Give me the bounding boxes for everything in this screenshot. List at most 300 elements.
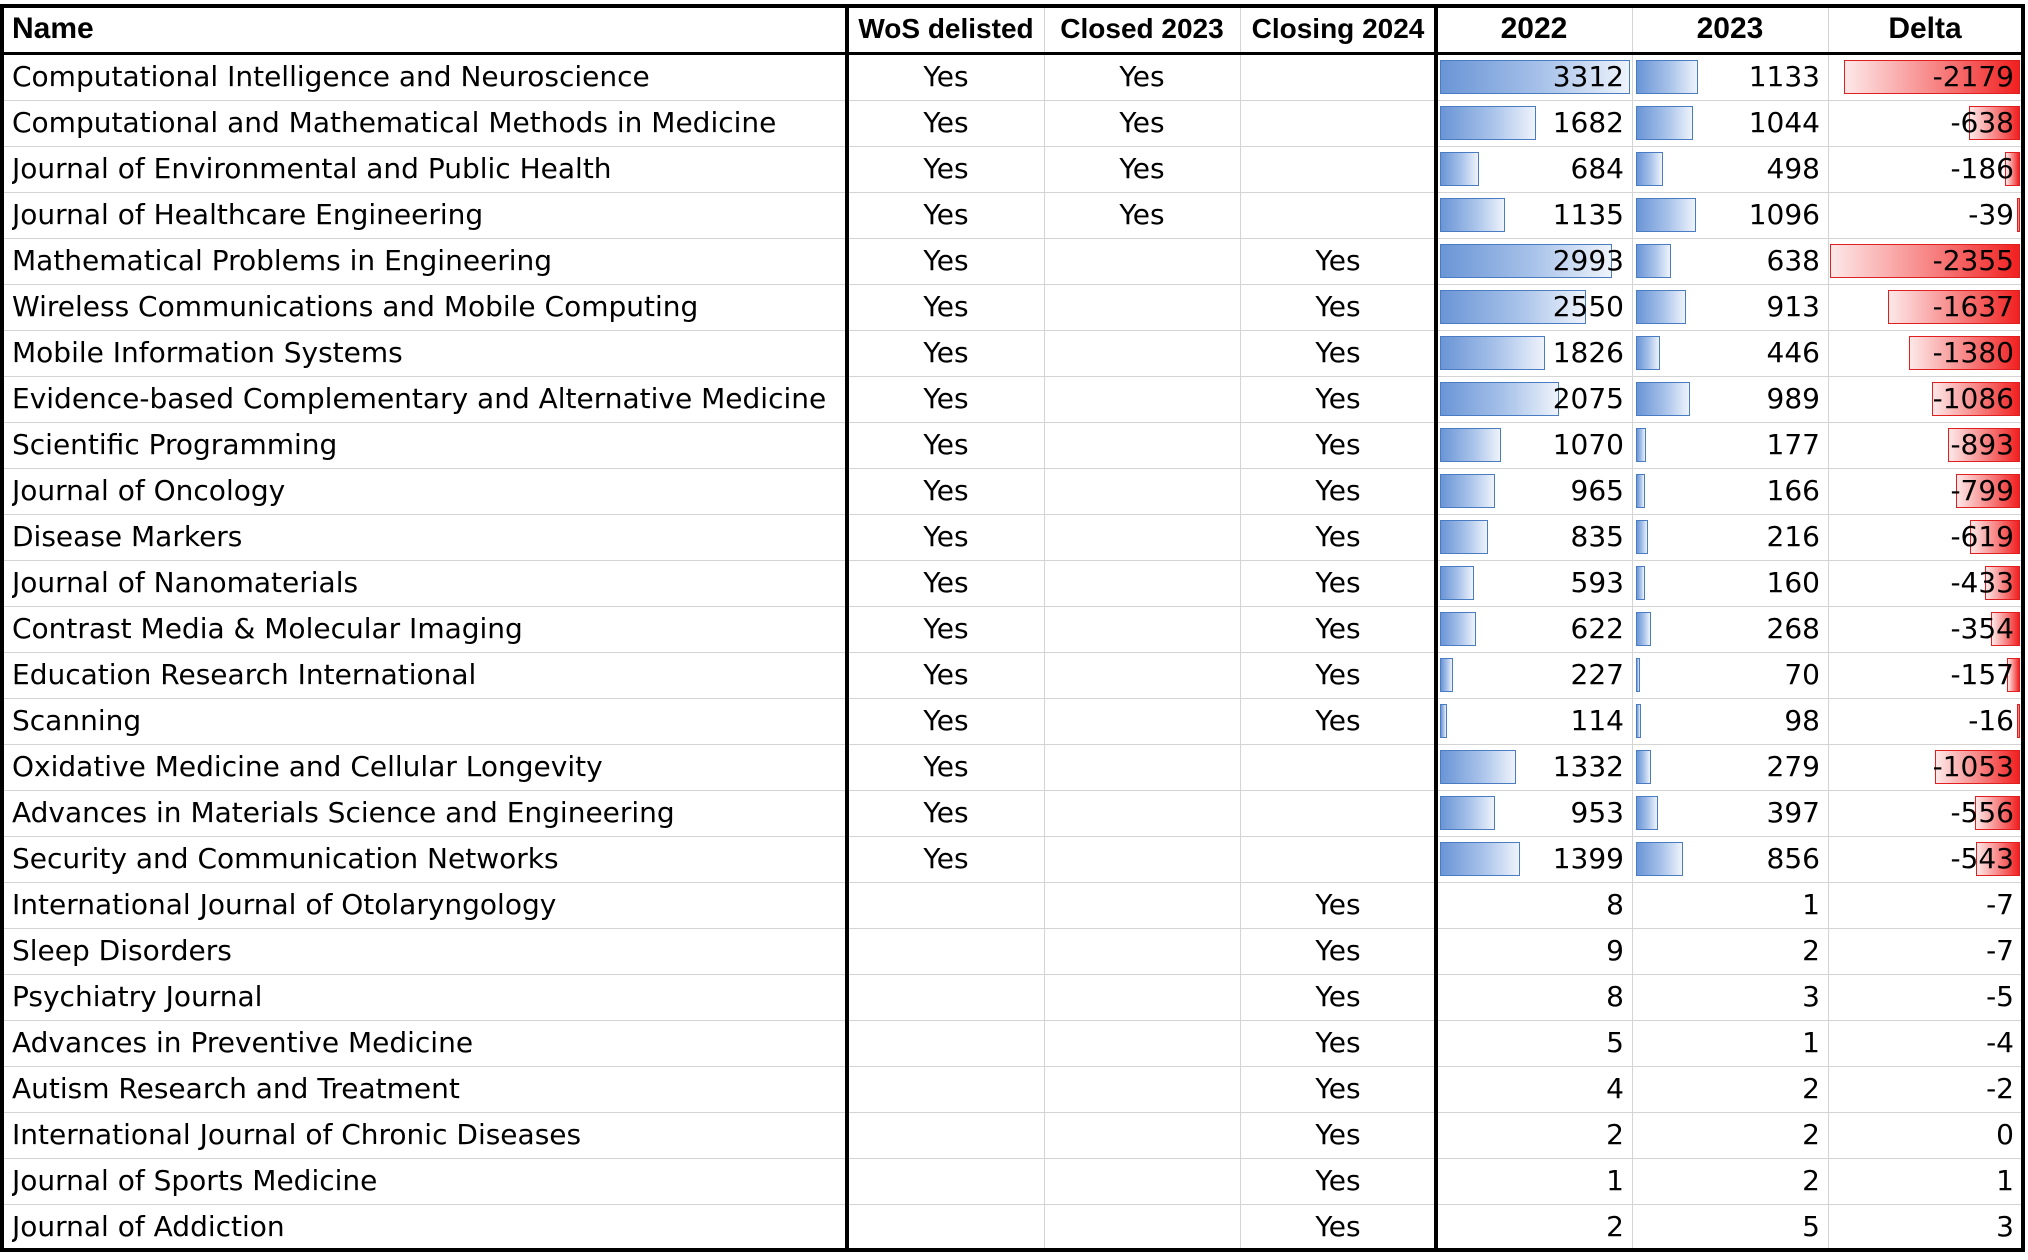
table-row: [0, 330, 2025, 376]
wos-delisted-cell[interactable]: Yes: [923, 658, 969, 691]
data-bar-2022: [1440, 842, 1520, 876]
closed-2023-cell[interactable]: [1044, 514, 1240, 560]
count-2023-value: 2: [1802, 1072, 1820, 1105]
delta-cell[interactable]: [1828, 514, 2022, 560]
count-2023-value: 98: [1784, 704, 1820, 737]
closed-2023-cell[interactable]: [1044, 1020, 1240, 1066]
journal-name-cell[interactable]: Mathematical Problems in Engineering: [12, 244, 553, 277]
delta-cell[interactable]: [1828, 1066, 2022, 1112]
count-2022-cell[interactable]: [1436, 238, 1632, 284]
delta-cell[interactable]: [1828, 560, 2022, 606]
table-row: [0, 1204, 2025, 1250]
delta-cell[interactable]: [1828, 928, 2022, 974]
table-row: [0, 284, 2025, 330]
wos-delisted-cell[interactable]: [848, 1204, 1044, 1250]
count-2022-value: 835: [1570, 520, 1624, 553]
count-2022-cell[interactable]: [1436, 422, 1632, 468]
closing-2024-cell[interactable]: [1240, 744, 1436, 790]
journal-name-cell[interactable]: Journal of Environmental and Public Health: [12, 152, 612, 185]
data-bar-2022: [1440, 612, 1476, 646]
closed-2023-cell[interactable]: [1044, 652, 1240, 698]
delta-value: -1380: [1932, 336, 2014, 369]
data-bar-2023: [1636, 382, 1690, 416]
count-2022-cell[interactable]: [1436, 1158, 1632, 1204]
count-2022-cell[interactable]: [1436, 468, 1632, 514]
delta-value: -1086: [1932, 382, 2014, 415]
wos-delisted-cell[interactable]: Yes: [923, 842, 969, 875]
delta-cell[interactable]: [1828, 1112, 2022, 1158]
closing-2024-cell[interactable]: Yes: [1315, 474, 1361, 507]
journal-name-cell[interactable]: Computational and Mathematical Methods in Medicine: [12, 106, 777, 139]
count-2023-cell[interactable]: [1632, 790, 1828, 836]
closing-2024-cell[interactable]: Yes: [1315, 566, 1361, 599]
row-divider: [0, 100, 2025, 101]
count-2022-cell[interactable]: [1436, 376, 1632, 422]
data-bar-2023: [1636, 290, 1686, 324]
closing-2024-cell[interactable]: Yes: [1315, 244, 1361, 277]
wos-delisted-cell[interactable]: Yes: [923, 152, 969, 185]
count-2023-cell[interactable]: [1632, 468, 1828, 514]
journal-name-cell[interactable]: Journal of Addiction: [12, 1210, 285, 1243]
table-row: [0, 928, 2025, 974]
closing-2024-cell[interactable]: Yes: [1315, 934, 1361, 967]
count-2022-value: 2: [1606, 1210, 1624, 1243]
journal-name-cell[interactable]: Journal of Sports Medicine: [12, 1164, 378, 1197]
journal-name-cell[interactable]: Psychiatry Journal: [12, 980, 263, 1013]
journal-name-cell[interactable]: Advances in Preventive Medicine: [12, 1026, 474, 1059]
journal-name-cell[interactable]: Advances in Materials Science and Engineering: [12, 796, 675, 829]
delta-value: -619: [1950, 520, 2014, 553]
closed-2023-cell[interactable]: Yes: [1119, 106, 1165, 139]
header-closing-2024[interactable]: Closing 2024: [1251, 13, 1425, 44]
delta-cell[interactable]: [1828, 882, 2022, 928]
delta-cell[interactable]: [1828, 54, 2022, 100]
wos-delisted-cell[interactable]: Yes: [923, 60, 969, 93]
journal-name-cell[interactable]: Sleep Disorders: [12, 934, 232, 967]
closing-2024-cell[interactable]: Yes: [1315, 658, 1361, 691]
delta-value: -799: [1950, 474, 2014, 507]
closed-2023-cell[interactable]: Yes: [1119, 198, 1165, 231]
closed-2023-cell[interactable]: [1044, 882, 1240, 928]
count-2023-cell[interactable]: [1632, 744, 1828, 790]
journal-name-cell[interactable]: International Journal of Chronic Diseases: [12, 1118, 582, 1151]
wos-delisted-cell[interactable]: [848, 974, 1044, 1020]
row-divider: [0, 1204, 2025, 1205]
delta-cell[interactable]: [1828, 744, 2022, 790]
count-2023-cell[interactable]: [1632, 1204, 1828, 1250]
closed-2023-cell[interactable]: [1044, 928, 1240, 974]
data-bar-2022: [1440, 382, 1559, 416]
row-divider: [0, 422, 2025, 423]
closing-2024-cell[interactable]: Yes: [1315, 1118, 1361, 1151]
closing-2024-cell[interactable]: Yes: [1315, 1164, 1361, 1197]
closed-2023-cell[interactable]: [1044, 1066, 1240, 1112]
count-2022-value: 2993: [1552, 244, 1624, 277]
wos-delisted-cell[interactable]: Yes: [923, 198, 969, 231]
count-2022-value: 2075: [1552, 382, 1624, 415]
count-2022-value: 1332: [1552, 750, 1624, 783]
wos-delisted-cell[interactable]: Yes: [923, 750, 969, 783]
wos-delisted-cell[interactable]: Yes: [923, 566, 969, 599]
count-2023-value: 268: [1766, 612, 1820, 645]
row-divider: [0, 146, 2025, 147]
closed-2023-cell[interactable]: [1044, 284, 1240, 330]
count-2023-value: 1133: [1748, 60, 1820, 93]
count-2022-cell[interactable]: [1436, 560, 1632, 606]
count-2023-value: 5: [1802, 1210, 1820, 1243]
row-divider: [0, 560, 2025, 561]
header-row: [0, 4, 2025, 54]
count-2022-cell[interactable]: [1436, 882, 1632, 928]
count-2023-value: 70: [1784, 658, 1820, 691]
count-2022-cell[interactable]: [1436, 790, 1632, 836]
count-2022-cell[interactable]: [1436, 836, 1632, 882]
data-bar-2023: [1636, 796, 1658, 830]
wos-delisted-cell[interactable]: [848, 1112, 1044, 1158]
delta-cell[interactable]: [1828, 468, 2022, 514]
count-2022-cell[interactable]: [1436, 192, 1632, 238]
wos-delisted-cell[interactable]: Yes: [923, 290, 969, 323]
count-2023-cell[interactable]: [1632, 1158, 1828, 1204]
table-row: [0, 1020, 2025, 1066]
delta-value: -543: [1950, 842, 2014, 875]
closed-2023-cell[interactable]: Yes: [1119, 152, 1165, 185]
header-delta[interactable]: Delta: [1888, 12, 1962, 45]
delta-cell[interactable]: [1828, 1158, 2022, 1204]
header-name[interactable]: Name: [12, 12, 94, 45]
closed-2023-cell[interactable]: [1044, 606, 1240, 652]
closed-2023-cell[interactable]: [1044, 376, 1240, 422]
table-row: [0, 1066, 2025, 1112]
data-bar-2023: [1636, 152, 1663, 186]
count-2022-value: 1: [1606, 1164, 1624, 1197]
closing-2024-cell[interactable]: [1240, 192, 1436, 238]
closing-2024-cell[interactable]: Yes: [1315, 382, 1361, 415]
row-divider: [0, 974, 2025, 975]
header-2023[interactable]: 2023: [1696, 12, 1764, 45]
closing-2024-cell[interactable]: [1240, 836, 1436, 882]
count-2023-cell[interactable]: [1632, 284, 1828, 330]
count-2023-cell[interactable]: [1632, 422, 1828, 468]
count-2023-cell[interactable]: [1632, 698, 1828, 744]
closed-2023-cell[interactable]: [1044, 422, 1240, 468]
count-2023-value: 2: [1802, 934, 1820, 967]
journal-name-cell[interactable]: Mobile Information Systems: [12, 336, 403, 369]
journal-name-cell[interactable]: Security and Communication Networks: [12, 842, 559, 875]
closed-2023-cell[interactable]: [1044, 1204, 1240, 1250]
wos-delisted-cell[interactable]: Yes: [923, 382, 969, 415]
count-2022-cell[interactable]: [1436, 100, 1632, 146]
count-2023-cell[interactable]: [1632, 238, 1828, 284]
count-2023-cell[interactable]: [1632, 192, 1828, 238]
count-2023-value: 216: [1766, 520, 1820, 553]
closing-2024-cell[interactable]: [1240, 146, 1436, 192]
table-row: [0, 54, 2025, 100]
row-divider: [0, 468, 2025, 469]
wos-delisted-cell[interactable]: Yes: [923, 106, 969, 139]
journal-name-cell[interactable]: Scanning: [12, 704, 142, 737]
delta-value: -893: [1950, 428, 2014, 461]
count-2023-value: 397: [1766, 796, 1820, 829]
wos-delisted-cell[interactable]: Yes: [923, 704, 969, 737]
delta-cell[interactable]: [1828, 836, 2022, 882]
count-2023-cell[interactable]: [1632, 974, 1828, 1020]
row-divider: [0, 284, 2025, 285]
delta-cell[interactable]: [1828, 422, 2022, 468]
data-bar-delta: [2017, 704, 2020, 738]
delta-value: -5: [1986, 980, 2014, 1013]
closed-2023-cell[interactable]: [1044, 744, 1240, 790]
count-2023-cell[interactable]: [1632, 1020, 1828, 1066]
count-2022-cell[interactable]: [1436, 744, 1632, 790]
closing-2024-cell[interactable]: [1240, 100, 1436, 146]
journal-name-cell[interactable]: Contrast Media & Molecular Imaging: [12, 612, 523, 645]
closing-2024-cell[interactable]: Yes: [1315, 290, 1361, 323]
closed-2023-cell[interactable]: [1044, 238, 1240, 284]
count-2023-cell[interactable]: [1632, 100, 1828, 146]
count-2022-value: 965: [1570, 474, 1624, 507]
count-2022-cell[interactable]: [1436, 698, 1632, 744]
count-2023-cell[interactable]: [1632, 560, 1828, 606]
closed-2023-cell[interactable]: [1044, 468, 1240, 514]
count-2023-cell[interactable]: [1632, 146, 1828, 192]
row-divider: [0, 1020, 2025, 1021]
wos-delisted-cell[interactable]: Yes: [923, 612, 969, 645]
row-divider: [0, 238, 2025, 239]
closed-2023-cell[interactable]: Yes: [1119, 60, 1165, 93]
count-2022-cell[interactable]: [1436, 974, 1632, 1020]
journal-name-cell[interactable]: Computational Intelligence and Neuroscience: [12, 60, 650, 93]
row-divider: [0, 882, 2025, 883]
count-2023-value: 498: [1766, 152, 1820, 185]
delta-cell[interactable]: [1828, 1204, 2022, 1250]
delta-cell[interactable]: [1828, 284, 2022, 330]
data-bar-2023: [1636, 106, 1693, 140]
wos-delisted-cell[interactable]: Yes: [923, 474, 969, 507]
delta-cell[interactable]: [1828, 100, 2022, 146]
table-border-right: [2021, 4, 2025, 1252]
delta-cell[interactable]: [1828, 652, 2022, 698]
journal-name-cell[interactable]: International Journal of Otolaryngology: [12, 888, 557, 921]
row-divider: [0, 1112, 2025, 1113]
count-2023-cell[interactable]: [1632, 1066, 1828, 1112]
table-row: [0, 100, 2025, 146]
row-divider: [0, 514, 2025, 515]
delta-value: 1: [1996, 1164, 2014, 1197]
journal-name-cell[interactable]: Oxidative Medicine and Cellular Longevity: [12, 750, 603, 783]
journal-name-cell[interactable]: Evidence-based Complementary and Alternative Medicine: [12, 382, 827, 415]
row-divider: [0, 376, 2025, 377]
table-row: [0, 698, 2025, 744]
count-2022-value: 8: [1606, 980, 1624, 1013]
count-2023-value: 1044: [1748, 106, 1820, 139]
count-2023-value: 1: [1802, 888, 1820, 921]
closing-2024-cell[interactable]: Yes: [1315, 980, 1361, 1013]
delta-cell[interactable]: [1828, 330, 2022, 376]
table-row: [0, 790, 2025, 836]
closing-2024-cell[interactable]: Yes: [1315, 888, 1361, 921]
count-2022-cell[interactable]: [1436, 1066, 1632, 1112]
header-wos-delisted[interactable]: WoS delisted: [858, 13, 1034, 44]
data-bar-2023: [1636, 474, 1645, 508]
closing-2024-cell[interactable]: Yes: [1315, 1072, 1361, 1105]
count-2022-value: 684: [1570, 152, 1624, 185]
column-divider: [1240, 4, 1241, 1250]
closed-2023-cell[interactable]: [1044, 836, 1240, 882]
count-2023-cell[interactable]: [1632, 376, 1828, 422]
wos-delisted-cell[interactable]: [848, 1020, 1044, 1066]
closing-2024-cell[interactable]: Yes: [1315, 704, 1361, 737]
data-bar-2023: [1636, 566, 1645, 600]
count-2022-cell[interactable]: [1436, 146, 1632, 192]
count-2022-value: 4: [1606, 1072, 1624, 1105]
count-2022-cell[interactable]: [1436, 330, 1632, 376]
delta-value: -7: [1986, 888, 2014, 921]
wos-delisted-cell[interactable]: Yes: [923, 520, 969, 553]
closing-2024-cell[interactable]: Yes: [1315, 336, 1361, 369]
journal-name-cell[interactable]: Disease Markers: [12, 520, 243, 553]
delta-cell[interactable]: [1828, 192, 2022, 238]
closed-2023-cell[interactable]: [1044, 698, 1240, 744]
row-divider: [0, 928, 2025, 929]
header-2022[interactable]: 2022: [1500, 12, 1568, 45]
data-bar-delta: [2017, 198, 2020, 232]
wos-delisted-cell[interactable]: [848, 928, 1044, 974]
count-2023-cell[interactable]: [1632, 514, 1828, 560]
data-bar-2022: [1440, 704, 1447, 738]
count-2022-cell[interactable]: [1436, 514, 1632, 560]
delta-value: 0: [1996, 1118, 2014, 1151]
journal-name-cell[interactable]: Scientific Programming: [12, 428, 338, 461]
count-2022-value: 9: [1606, 934, 1624, 967]
count-2023-value: 446: [1766, 336, 1820, 369]
journal-name-cell[interactable]: Journal of Oncology: [12, 474, 286, 507]
data-bar-2023: [1636, 750, 1651, 784]
count-2023-cell[interactable]: [1632, 836, 1828, 882]
count-2023-value: 177: [1766, 428, 1820, 461]
wos-delisted-cell[interactable]: [848, 882, 1044, 928]
closed-2023-cell[interactable]: [1044, 1158, 1240, 1204]
journal-name-cell[interactable]: Education Research International: [12, 658, 477, 691]
journal-name-cell[interactable]: Journal of Nanomaterials: [12, 566, 359, 599]
wos-delisted-cell[interactable]: Yes: [923, 244, 969, 277]
delta-value: -16: [1968, 704, 2014, 737]
data-bar-2022: [1440, 106, 1536, 140]
count-2022-cell[interactable]: [1436, 928, 1632, 974]
count-2023-value: 989: [1766, 382, 1820, 415]
delta-cell[interactable]: [1828, 974, 2022, 1020]
table-border-bottom: [0, 1248, 2025, 1252]
spreadsheet-table: [0, 4, 2025, 1254]
delta-cell[interactable]: [1828, 606, 2022, 652]
table-row: [0, 422, 2025, 468]
count-2022-cell[interactable]: [1436, 1020, 1632, 1066]
count-2022-value: 5: [1606, 1026, 1624, 1059]
count-2023-value: 2: [1802, 1118, 1820, 1151]
delta-cell[interactable]: [1828, 790, 2022, 836]
count-2023-cell[interactable]: [1632, 652, 1828, 698]
closed-2023-cell[interactable]: [1044, 790, 1240, 836]
count-2022-value: 114: [1570, 704, 1624, 737]
count-2023-value: 1: [1802, 1026, 1820, 1059]
data-bar-2023: [1636, 842, 1683, 876]
data-bar-2023: [1636, 658, 1640, 692]
data-bar-2022: [1440, 474, 1495, 508]
table-row: [0, 468, 2025, 514]
delta-cell[interactable]: [1828, 238, 2022, 284]
closing-2024-cell[interactable]: [1240, 54, 1436, 100]
count-2022-value: 8: [1606, 888, 1624, 921]
closed-2023-cell[interactable]: [1044, 330, 1240, 376]
closing-2024-cell[interactable]: Yes: [1315, 612, 1361, 645]
delta-cell[interactable]: [1828, 146, 2022, 192]
delta-cell[interactable]: [1828, 376, 2022, 422]
row-divider: [0, 836, 2025, 837]
data-bar-2023: [1636, 244, 1671, 278]
wos-delisted-cell[interactable]: Yes: [923, 428, 969, 461]
count-2022-cell[interactable]: [1436, 606, 1632, 652]
journal-name-cell[interactable]: Journal of Healthcare Engineering: [12, 198, 484, 231]
closing-2024-cell[interactable]: [1240, 790, 1436, 836]
count-2023-cell[interactable]: [1632, 606, 1828, 652]
delta-cell[interactable]: [1828, 698, 2022, 744]
journal-name-cell[interactable]: Autism Research and Treatment: [12, 1072, 460, 1105]
count-2023-value: 279: [1766, 750, 1820, 783]
row-divider: [0, 192, 2025, 193]
closed-2023-cell[interactable]: [1044, 560, 1240, 606]
closing-2024-cell[interactable]: Yes: [1315, 520, 1361, 553]
count-2022-cell[interactable]: [1436, 1112, 1632, 1158]
column-divider: [1044, 4, 1045, 1250]
table-row: [0, 974, 2025, 1020]
count-2023-cell[interactable]: [1632, 330, 1828, 376]
count-2022-cell[interactable]: [1436, 284, 1632, 330]
count-2022-value: 3312: [1552, 60, 1624, 93]
delta-value: -556: [1950, 796, 2014, 829]
data-bar-2022: [1440, 520, 1488, 554]
closed-2023-cell[interactable]: [1044, 974, 1240, 1020]
count-2022-cell[interactable]: [1436, 652, 1632, 698]
table-border-left: [0, 4, 4, 1252]
closing-2024-cell[interactable]: Yes: [1315, 1210, 1361, 1243]
wos-delisted-cell[interactable]: [848, 1066, 1044, 1112]
journal-name-cell[interactable]: Wireless Communications and Mobile Computing: [12, 290, 699, 323]
data-bar-2022: [1440, 198, 1505, 232]
table-row: [0, 192, 2025, 238]
count-2023-cell[interactable]: [1632, 1112, 1828, 1158]
count-2022-value: 953: [1570, 796, 1624, 829]
count-2022-value: 2: [1606, 1118, 1624, 1151]
count-2023-cell[interactable]: [1632, 882, 1828, 928]
wos-delisted-cell[interactable]: [848, 1158, 1044, 1204]
delta-value: -1053: [1932, 750, 2014, 783]
delta-cell[interactable]: [1828, 1020, 2022, 1066]
data-bar-2023: [1636, 336, 1660, 370]
wos-delisted-cell[interactable]: Yes: [923, 336, 969, 369]
closed-2023-cell[interactable]: [1044, 1112, 1240, 1158]
count-2022-value: 622: [1570, 612, 1624, 645]
count-2022-cell[interactable]: [1436, 54, 1632, 100]
count-2023-cell[interactable]: [1632, 928, 1828, 974]
count-2023-cell[interactable]: [1632, 54, 1828, 100]
count-2022-cell[interactable]: [1436, 1204, 1632, 1250]
closing-2024-cell[interactable]: Yes: [1315, 1026, 1361, 1059]
table-row: [0, 1158, 2025, 1204]
closing-2024-cell[interactable]: Yes: [1315, 428, 1361, 461]
data-bar-2023: [1636, 428, 1646, 462]
header-closed-2023[interactable]: Closed 2023: [1060, 13, 1224, 44]
wos-delisted-cell[interactable]: Yes: [923, 796, 969, 829]
